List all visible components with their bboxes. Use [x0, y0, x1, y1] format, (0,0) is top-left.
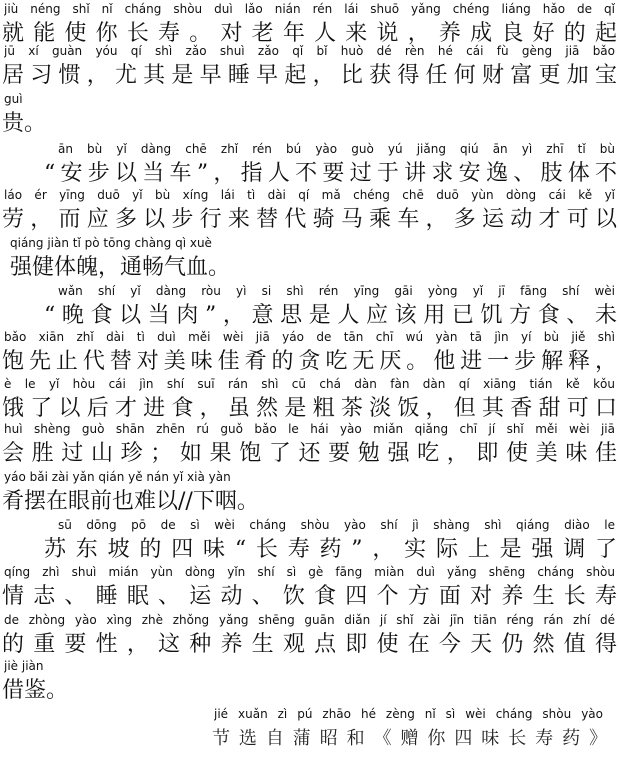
text-line: [0, 234, 619, 286]
text-line: [0, 328, 619, 380]
pinyin-line: sū dōng pō de sì wèi cháng shòu yào shí jì shàng shì qiáng diào le: [58, 518, 615, 532]
pinyin-line: bǎo xiān zhǐ dài tì duì měi wèi jiā yáo de tān chī wú yàn tā jìn yí bù jiě shì: [4, 330, 615, 344]
hanzi-line: 强健体魄，通畅气血。: [10, 255, 231, 280]
hanzi-line: 会胜过山珍；如果饱了还要勉强吃，即使美味佳: [2, 441, 617, 466]
source-pinyin: jié xuǎn zì pú zhāo hé zèng nǐ sì wèi cháng shòu yào: [214, 707, 603, 721]
text-line: [0, 611, 619, 663]
source-citation: [0, 705, 619, 757]
hanzi-line: 苏东坡的四味“长寿药”，实际上是强调了: [44, 537, 617, 562]
hanzi-line: 饿了以后才进食，虽然是粗茶淡饭，但其香甜可口: [2, 396, 617, 421]
text-line: [0, 90, 619, 142]
hanzi-line: 肴摆在眼前也难以//下咽。: [2, 489, 259, 514]
pinyin-line: jiù néng shǐ nǐ cháng shòu duì lǎo nián rén lái shuō yǎng chéng liáng hǎo de qǐ: [4, 2, 615, 16]
pinyin-line: wǎn shí yǐ dàng ròu yì si shì rén yīng gāi yòng yǐ jī fāng shí wèi: [58, 284, 615, 298]
pinyin-line: jū xí guàn yóu qí shì zǎo shuì zǎo qǐ bǐ huò dé rèn hé cái fù gèng jiā bǎo: [4, 44, 615, 58]
text-line: [0, 563, 619, 615]
pinyin-line: ān bù yǐ dàng chē zhǐ rén bú yào guò yú jiǎng qiú ān yì zhī tǐ bù: [58, 142, 615, 156]
pinyin-line: qiáng jiàn tǐ pò tōng chàng qì xuè: [10, 236, 212, 250]
pinyin-line: huì shèng guò shān zhēn rú guǒ bǎo le hái yào miǎn qiǎng chī jí shǐ měi wèi jiā: [4, 422, 615, 436]
text-line: [0, 516, 619, 568]
text-line: [0, 42, 619, 94]
pinyin-line: láo ér yīng duō yǐ bù xíng lái tì dài qí mǎ chéng chē duō yùn dòng cái kě yǐ: [4, 188, 615, 202]
hanzi-line: 就能使你长寿。对老年人来说，养成良好的起: [2, 21, 617, 46]
text-line: [0, 282, 619, 334]
hanzi-line: 情志、睡眠、运动、饮食四个方面对养生长寿: [2, 584, 617, 609]
hanzi-line: 的重要性，这种养生观点即使在今天仍然值得: [2, 632, 617, 657]
hanzi-line: 贵。: [2, 111, 47, 136]
hanzi-line: 劳，而应多以步行来替代骑马乘车，多运动才可以: [2, 207, 617, 232]
pinyin-line: qíng zhì shuì mián yùn dòng yǐn shí sì gè fāng miàn duì yǎng shēng cháng shòu: [4, 565, 615, 579]
pinyin-line: yáo bǎi zài yǎn qián yě nán yǐ xià yàn: [4, 470, 231, 484]
pinyin-line: è le yǐ hòu cái jìn shí suī rán shì cū chá dàn fàn dàn qí xiāng tián kě kǒu: [4, 377, 615, 391]
hanzi-line: 饱先止代替对美味佳肴的贪吃无厌。他进一步解释，: [2, 349, 617, 374]
pinyin-line: guì: [4, 92, 23, 106]
text-line: [0, 186, 619, 238]
hanzi-line: “晚食以当肉”，意思是人应该用已饥方食、未: [44, 303, 617, 328]
hanzi-line: 居习惯，尤其是早睡早起，比获得任何财富更加宝: [2, 63, 617, 88]
pinyin-line: jiè jiàn: [4, 659, 44, 673]
text-line: [0, 468, 619, 520]
text-line: [0, 140, 619, 192]
pinyin-line: de zhòng yào xìng zhè zhǒng yǎng shēng guān diǎn jí shǐ zài jīn tiān réng rán zhí dé: [4, 613, 615, 627]
hanzi-line: “安步以当车”，指人不要过于讲求安逸、肢体不: [44, 161, 617, 186]
text-line: [0, 420, 619, 472]
text-line: [0, 657, 619, 709]
source-hanzi: 节选自蒲昭和《赠你四味长寿药》: [212, 728, 607, 749]
hanzi-line: 借鉴。: [2, 678, 69, 703]
